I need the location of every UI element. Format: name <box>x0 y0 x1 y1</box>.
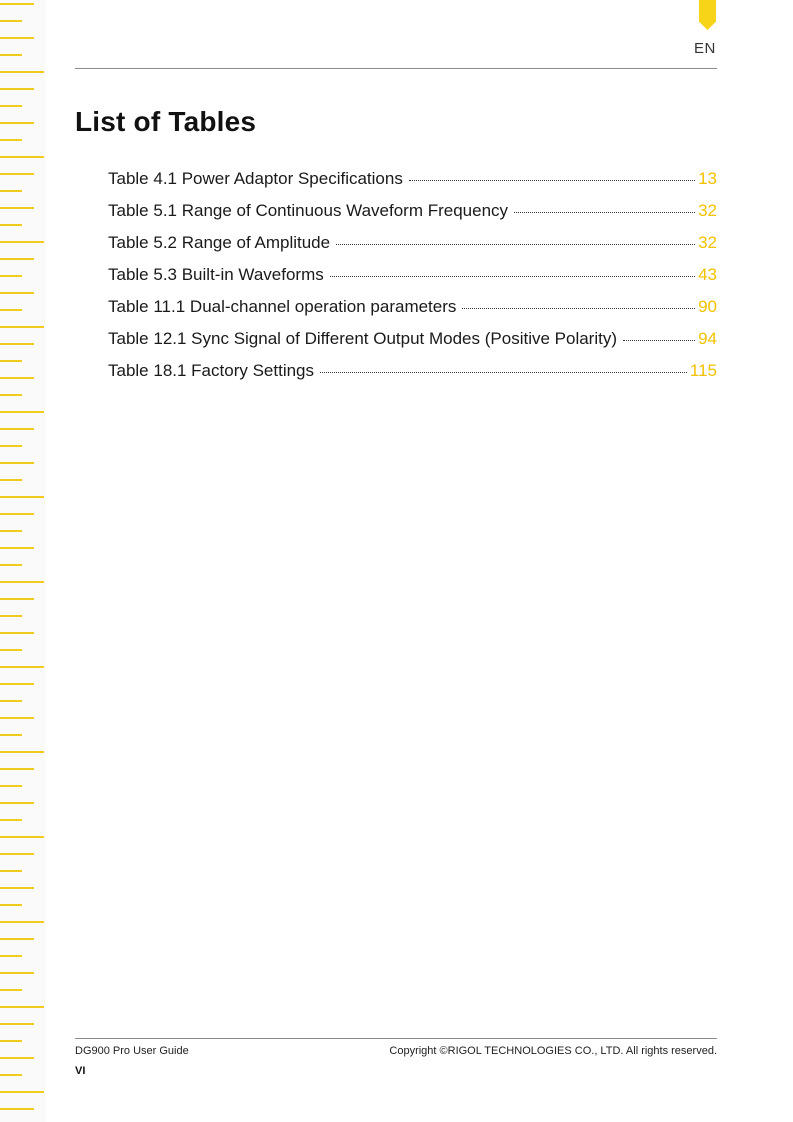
ruler-tick <box>0 666 44 668</box>
ruler-tick <box>0 275 22 277</box>
ruler-tick <box>0 955 22 957</box>
ruler-tick <box>0 513 34 515</box>
ruler-tick <box>0 564 22 566</box>
toc-page-link[interactable]: 115 <box>689 361 717 380</box>
ruler-tick <box>0 105 22 107</box>
ruler-tick <box>0 1023 34 1025</box>
ruler-tick <box>0 428 34 430</box>
toc-entry[interactable] <box>108 199 717 231</box>
toc-dot-leader <box>409 179 695 181</box>
ruler-tick <box>0 972 34 974</box>
ruler-tick <box>0 309 22 311</box>
table-list <box>108 167 717 391</box>
ruler-tick <box>0 377 34 379</box>
toc-page-link[interactable]: 43 <box>698 265 717 284</box>
ruler-tick <box>0 241 44 243</box>
ruler-tick <box>0 887 34 889</box>
toc-entry-label: Table 11.1 Dual-channel operation parameters <box>108 297 457 316</box>
ruler-tick <box>0 989 22 991</box>
ruler-tick <box>0 496 44 498</box>
ruler-tick <box>0 700 22 702</box>
footer-page-number: VI <box>75 1065 86 1077</box>
ruler-tick <box>0 1108 34 1110</box>
ruler-tick <box>0 547 34 549</box>
ruler-tick <box>0 88 34 90</box>
ruler-tick <box>0 768 34 770</box>
toc-page-link[interactable]: 94 <box>698 329 717 348</box>
ruler-tick <box>0 20 22 22</box>
ruler-tick <box>0 683 34 685</box>
ruler-tick <box>0 785 22 787</box>
ruler-tick <box>0 71 44 73</box>
ruler-tick <box>0 326 44 328</box>
toc-page-link[interactable]: 32 <box>698 201 717 220</box>
toc-page-link[interactable]: 32 <box>698 233 717 252</box>
ruler-tick <box>0 632 34 634</box>
page-edge-ruler <box>0 0 46 1122</box>
toc-entry-label: Table 4.1 Power Adaptor Specifications <box>108 169 403 188</box>
ruler-tick <box>0 258 34 260</box>
ruler-tick <box>0 462 34 464</box>
footer-document-name: DG900 Pro User Guide <box>75 1045 189 1057</box>
toc-entry-label: Table 5.2 Range of Amplitude <box>108 233 331 252</box>
ruler-tick <box>0 717 34 719</box>
toc-entry[interactable] <box>108 327 717 359</box>
toc-entry-label: Table 18.1 Factory Settings <box>108 361 315 380</box>
footer-divider <box>75 1038 717 1039</box>
toc-dot-leader <box>514 211 695 213</box>
ruler-tick <box>0 819 22 821</box>
ruler-tick <box>0 836 44 838</box>
toc-dot-leader <box>320 371 687 373</box>
ruler-tick <box>0 853 34 855</box>
ruler-tick <box>0 479 22 481</box>
toc-entry[interactable] <box>108 167 717 199</box>
ruler-tick <box>0 37 34 39</box>
ruler-tick <box>0 139 22 141</box>
ruler-tick <box>0 649 22 651</box>
ruler-tick <box>0 938 34 940</box>
ruler-tick <box>0 122 34 124</box>
ruler-tick <box>0 530 22 532</box>
ruler-tick <box>0 156 44 158</box>
ruler-tick <box>0 598 34 600</box>
ruler-tick <box>0 921 44 923</box>
ruler-tick <box>0 1091 44 1093</box>
ruler-tick <box>0 581 44 583</box>
toc-entry-label: Table 12.1 Sync Signal of Different Output Modes (Positive Polarity) <box>108 329 617 348</box>
toc-entry[interactable] <box>108 295 717 327</box>
ruler-tick <box>0 870 22 872</box>
ruler-tick <box>0 615 22 617</box>
ruler-tick <box>0 1040 22 1042</box>
toc-entry[interactable] <box>108 359 717 391</box>
page-title: List of Tables <box>75 106 257 137</box>
ruler-tick <box>0 54 22 56</box>
ruler-tick <box>0 190 22 192</box>
ruler-tick <box>0 394 22 396</box>
toc-entry[interactable] <box>108 263 717 295</box>
ruler-tick <box>0 173 34 175</box>
ruler-tick <box>0 1057 34 1059</box>
toc-entry[interactable] <box>108 231 717 263</box>
toc-page-link[interactable]: 90 <box>698 297 717 316</box>
ruler-tick <box>0 445 22 447</box>
ruler-tick <box>0 904 22 906</box>
ruler-tick <box>0 207 34 209</box>
ruler-tick <box>0 292 34 294</box>
header-divider <box>75 68 717 69</box>
ruler-tick <box>0 802 34 804</box>
ruler-tick <box>0 734 22 736</box>
toc-page-link[interactable]: 13 <box>698 169 717 188</box>
ruler-tick <box>0 1074 22 1076</box>
ruler-tick <box>0 411 44 413</box>
toc-dot-leader <box>623 339 695 341</box>
toc-dot-leader <box>462 307 695 309</box>
ruler-tick <box>0 3 34 5</box>
ruler-tick <box>0 751 44 753</box>
language-label: EN <box>694 40 716 57</box>
toc-dot-leader <box>336 243 695 245</box>
toc-entry-label: Table 5.3 Built-in Waveforms <box>108 265 324 284</box>
toc-entry-label: Table 5.1 Range of Continuous Waveform Frequency <box>108 201 509 220</box>
ruler-tick <box>0 360 22 362</box>
ruler-tick <box>0 224 22 226</box>
ruler-tick <box>0 1006 44 1008</box>
footer-copyright: Copyright ©RIGOL TECHNOLOGIES CO., LTD. All rights reserved. <box>389 1045 717 1057</box>
language-tab-marker <box>699 0 716 30</box>
toc-dot-leader <box>330 275 695 277</box>
ruler-tick <box>0 343 34 345</box>
